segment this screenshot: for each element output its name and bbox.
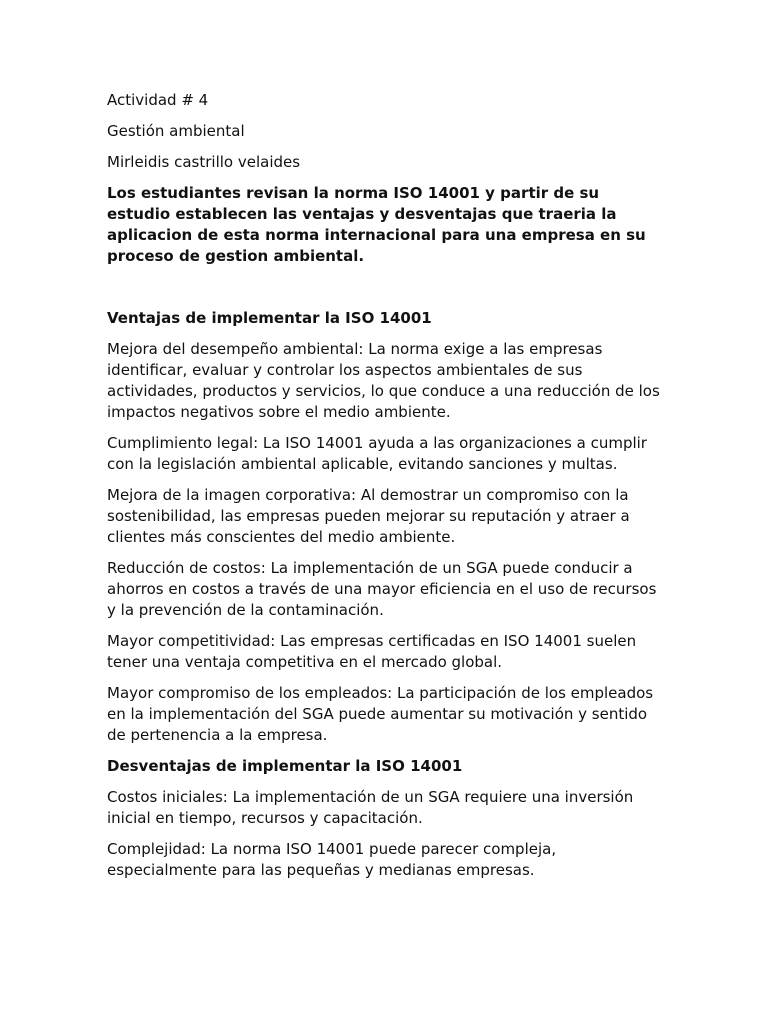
- activity-line: Actividad # 4: [107, 91, 209, 109]
- author-line: Mirleidis castrillo velaides: [107, 153, 301, 171]
- blank-line: [107, 277, 667, 308]
- disadvantage-paragraph: Complejidad: La norma ISO 14001 puede parecer compleja, especialmente para las pequeñas y medianas empresas.: [107, 840, 557, 879]
- advantage-paragraph: Cumplimiento legal: La ISO 14001 ayuda a las organizaciones a cumplir con la legislación ambiental aplicable, evitando sanciones y multas.: [107, 434, 647, 473]
- assignment-prompt: Los estudiantes revisan la norma ISO 14001 y partir de su estudio establecen las ventajas y desventajas que traeria la aplicacion de esta norma internacional para una empresa en su proceso de gestion ambiental.: [107, 184, 646, 265]
- disadvantages-heading: Desventajas de implementar la ISO 14001: [107, 757, 463, 775]
- advantage-paragraph: Mejora de la imagen corporativa: Al demostrar un compromiso con la sostenibilidad, las empresas pueden mejorar su reputación y atraer a clientes más conscientes del medio ambiente.: [107, 486, 630, 546]
- advantage-paragraph: Mayor competitividad: Las empresas certificadas en ISO 14001 suelen tener una ventaja competitiva en el mercado global.: [107, 632, 637, 671]
- advantage-paragraph: Mayor compromiso de los empleados: La participación de los empleados en la implementación del SGA puede aumentar su motivación y sentido de pertenencia a la empresa.: [107, 684, 654, 744]
- subject-line: Gestión ambiental: [107, 122, 245, 140]
- advantage-paragraph: Reducción de costos: La implementación de un SGA puede conducir a ahorros en costos a través de una mayor eficiencia en el uso de recursos y la prevención de la contaminación.: [107, 559, 657, 619]
- document-page: [107, 90, 667, 891]
- disadvantage-paragraph: Costos iniciales: La implementación de un SGA requiere una inversión inicial en tiempo, recursos y capacitación.: [107, 788, 634, 827]
- advantage-paragraph: Mejora del desempeño ambiental: La norma exige a las empresas identificar, evaluar y controlar los aspectos ambientales de sus actividades, productos y servicios, lo que conduce a una reducción de los impactos negativos sobre el medio ambiente.: [107, 340, 660, 421]
- advantages-heading: Ventajas de implementar la ISO 14001: [107, 309, 432, 327]
